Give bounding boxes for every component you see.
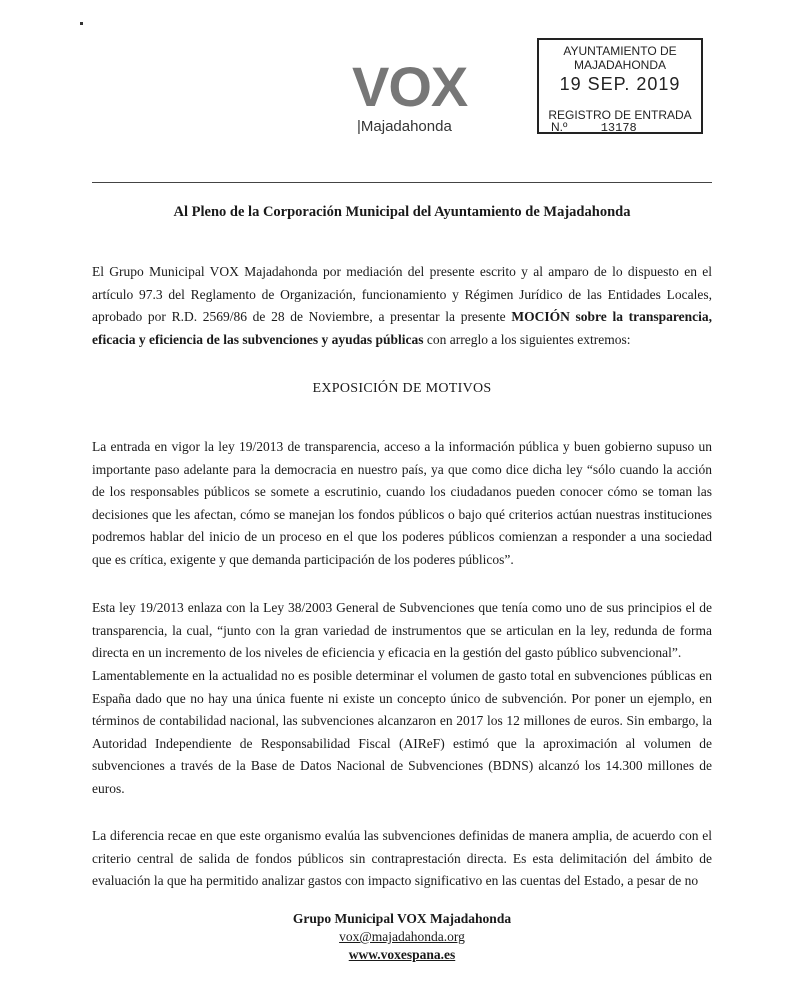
vox-logo [352, 55, 482, 135]
stamp-registry-label: REGISTRO DE ENTRADA [548, 108, 692, 122]
body-paragraph-4: La diferencia recae en que este organismo evalúa las subvenciones definidas de manera amplia, de acuerdo con el criterio central de salida de fondos públicos sin contraprestación directa. Es esta delimitación del ámbito de evaluación la que ha permitido analizar gastos con impacto significativo en las cuentas del Estado, a pesar de no [92, 828, 712, 889]
header-divider [92, 182, 712, 183]
stamp-date: 19 SEP. 2019 [559, 74, 681, 94]
intro-text-before: El Grupo Municipal VOX Majadahonda por mediación del presente escrito y al amparo de lo dispuesto en el artículo 97.3 del Reglamento de Organización, funcionamiento y Régimen Jurídico de las Entidades Locales, aprobado por R.D. 2569/86 de 28 de Noviembre, a presentar la presente [92, 264, 712, 325]
body-paragraph-3: Lamentablemente en la actualidad no es posible determinar el volumen de gasto total en subvenciones públicas en España dado que no hay una única fuente ni existe un concepto único de subvención. Por poner un ejemplo, en términos de contabilidad nacional, las subvenciones alcanzaron en 2017 los 12 millones de euros. Sin embargo, la Autoridad Independiente de Responsabilidad Fiscal (AIReF) estimó que la aproximación al volumen de subvenciones a través de la Base de Datos Nacional de Subvenciones (BDNS) alcanzó los 14.300 millones de euros. [92, 668, 712, 796]
motion-title: MOCIÓN sobre la transparencia, eficacia y eficiencia de las subvenciones y ayudas públicas [92, 309, 712, 347]
logo-subtitle: |Majadahonda [357, 118, 452, 135]
intro-text-after: con arreglo a los siguientes extremos: [423, 331, 631, 347]
registry-stamp [537, 38, 703, 134]
scan-speck [80, 22, 83, 25]
footer-email-link[interactable]: vox@majadahonda.org [339, 929, 465, 944]
intro-paragraph [92, 261, 712, 351]
body-paragraph-2: Esta ley 19/2013 enlaza con la Ley 38/2003 General de Subvenciones que tenía como uno de sus principios el de transparencia, la cual, “junto con la gran variedad de instrumentos que se articulan en la ley, redunda de forma directa en un incremento de los niveles de eficiencia y eficacia en la gestión del gasto público subvencional”. [92, 600, 712, 661]
body-paragraph-1: La entrada en vigor la ley 19/2013 de transparencia, acceso a la información pública y buen gobierno supuso un importante paso adelante para la democracia en nuestro país, ya que como dice dicha ley “sólo cuando la acción de los responsables públicos se somete a escrutinio, cuando los ciudadanos pueden conocer cómo se toman las decisiones que les afectan, cómo se manejan los fondos públicos o bajo qué criterios actúan nuestras instituciones podremos hablar del inicio de un proceso en el que los poderes públicos comienzan a responder a una sociedad que es crítica, exigente y que demanda participación de los poderes públicos”. [92, 439, 712, 567]
section-title: EXPOSICIÓN DE MOTIVOS [312, 381, 492, 396]
document-heading: Al Pleno de la Corporación Municipal del Ayuntamiento de Majadahonda [173, 204, 631, 220]
footer [92, 910, 712, 964]
stamp-number-label: N.º [551, 120, 568, 134]
stamp-organization: AYUNTAMIENTO DE MAJADAHONDA [563, 44, 677, 72]
stamp-number-value: 13178 [600, 121, 637, 135]
footer-group-name: Grupo Municipal VOX Majadahonda [292, 911, 512, 926]
stamp-number [551, 120, 637, 135]
logo-wordmark: VOX [352, 55, 468, 118]
footer-website-link[interactable]: www.voxespana.es [348, 947, 456, 962]
